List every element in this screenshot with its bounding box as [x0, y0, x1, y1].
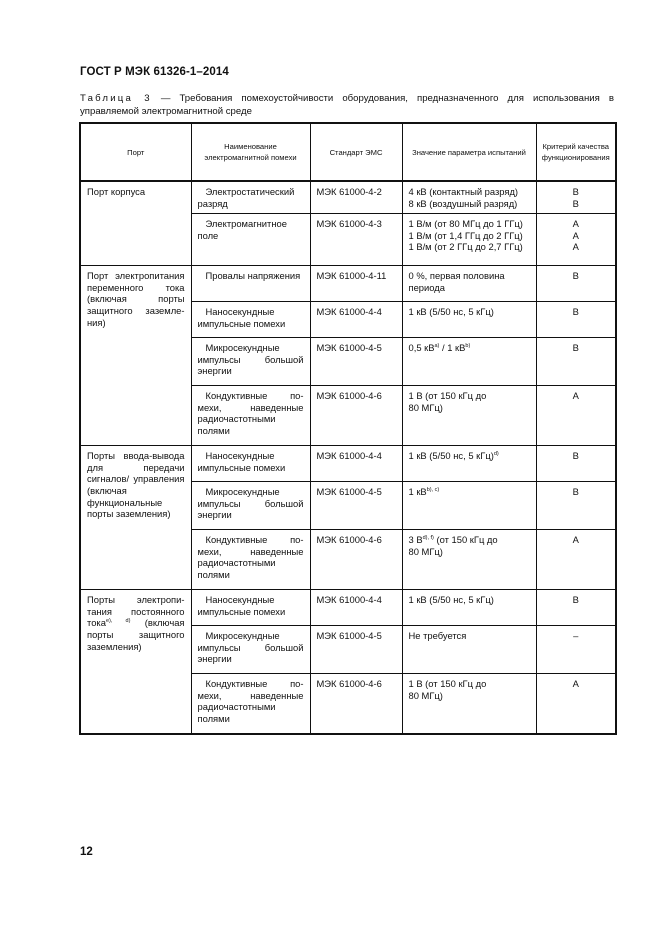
standard-cell: МЭК 61000-4-5: [310, 626, 402, 674]
criteria-cell: –: [536, 626, 616, 674]
criteria-line: А: [572, 229, 579, 241]
value-main: 3 В: [408, 534, 423, 546]
interference-cell: Электростатический разряд: [191, 181, 310, 214]
standard-cell: МЭК 61000-4-4: [310, 590, 402, 626]
interference-cell: Микросекундные импульсы большой энергии: [191, 626, 310, 674]
interference-cell: Микросекундные импульсы большой энергии: [191, 338, 310, 386]
criteria-cell: В: [536, 338, 616, 386]
column-header-standard: Стандарт ЭМС: [310, 123, 402, 181]
interference-cell: Кондуктивные помехи, наведенные радиочастотными полями: [191, 674, 310, 734]
criteria-cell: А: [536, 674, 616, 734]
criteria-cell: В: [536, 446, 616, 482]
table-row: [80, 446, 616, 482]
value-main: 1 кВ: [408, 486, 427, 498]
value-main: 0,5 кВ: [408, 342, 435, 354]
interference-cell: Провалы напряжения: [191, 266, 310, 302]
port-cell-io-signal: Порты ввода-вывода для передачи сигналов/ управления (включая функциональные порты заземления): [80, 446, 191, 590]
standard-cell: МЭК 61000-4-6: [310, 674, 402, 734]
table-row: [80, 181, 616, 214]
criteria-cell: В: [536, 266, 616, 302]
interference-cell: Кондуктивные помехи, наведенные радиочастотными полями: [191, 530, 310, 590]
value-cell: 1 В (от 150 кГц до 80 МГц): [402, 674, 536, 734]
criteria-cell: В: [536, 302, 616, 338]
criteria-cell: В: [536, 482, 616, 530]
table-caption-text: — Требования помехоустойчивости оборудования, предназначенного для использования в управляемой электромагнитной среде: [80, 93, 614, 117]
standard-cell: МЭК 61000-4-6: [310, 386, 402, 446]
criteria-cell: В: [536, 590, 616, 626]
criteria-cell: [536, 214, 616, 266]
standard-cell: МЭК 61000-4-5: [310, 482, 402, 530]
standard-cell: МЭК 61000-4-3: [310, 214, 402, 266]
value-cell: 1 кВ (5/50 нс, 5 кГц): [402, 590, 536, 626]
standard-cell: МЭК 61000-4-4: [310, 302, 402, 338]
immunity-requirements-table: [79, 122, 617, 735]
column-header-interference: Наименование электромагнитной помехи: [191, 123, 310, 181]
value-mid: / 1 кВ: [439, 342, 466, 354]
standard-cell: МЭК 61000-4-4: [310, 446, 402, 482]
table-row: [80, 590, 616, 626]
value-main: 1 кВ (5/50 нс, 5 кГц): [408, 450, 494, 462]
footnote-ref: e), d): [105, 618, 131, 625]
page-number: 12: [80, 846, 93, 858]
criteria-cell: А: [536, 386, 616, 446]
criteria-cell: [536, 181, 616, 214]
footnote-ref: a): [434, 343, 440, 350]
criteria-line: В: [572, 186, 579, 197]
value-cell: [402, 181, 536, 214]
column-header-port: Порт: [80, 123, 191, 181]
footnote-ref: b): [465, 343, 471, 350]
value-cell: [402, 482, 536, 530]
port-text: (включая порты защитного заземления): [87, 617, 185, 652]
criteria-line: А: [572, 241, 579, 253]
footnote-ref: d): [493, 451, 499, 458]
value-line: 1 В/м (от 1,4 ГГц до 2 ГГц): [408, 229, 523, 241]
column-header-criteria: Критерий качества функционирования: [536, 123, 616, 181]
standard-cell: МЭК 61000-4-2: [310, 181, 402, 214]
value-cell: 1 В (от 150 кГц до 80 МГц): [402, 386, 536, 446]
value-cell: 0 %, первая половина периода: [402, 266, 536, 302]
interference-cell: Электромагнитное поле: [191, 214, 310, 266]
footnote-ref: d), f): [422, 535, 434, 542]
interference-cell: Наносекундные импульсные помехи: [191, 302, 310, 338]
port-text: Порты электропитания постоянного тока: [87, 594, 185, 629]
interference-cell: Микросекундные импульсы большой энергии: [191, 482, 310, 530]
standard-cell: МЭК 61000-4-6: [310, 530, 402, 590]
port-cell-enclosure: Порт корпуса: [80, 181, 191, 266]
value-cell: 1 кВ (5/50 нс, 5 кГц): [402, 302, 536, 338]
value-line: 4 кВ (контактный разряд): [408, 186, 519, 197]
value-line: 1 В/м (от 2 ГГц до 2,7 ГГц): [408, 241, 523, 253]
interference-cell: Кондуктивные помехи, наведенные радиочастотными полями: [191, 386, 310, 446]
value-cell: [402, 446, 536, 482]
standard-cell: МЭК 61000-4-5: [310, 338, 402, 386]
value-line: 1 В/м (от 80 МГц до 1 ГГц): [408, 218, 523, 230]
port-cell-ac-power: Порт электропитания переменного тока (включая порты защитного заземления): [80, 266, 191, 446]
value-mid: (от 150 кГц до 80 МГц): [408, 534, 498, 557]
interference-cell: Наносекундные импульсные помехи: [191, 446, 310, 482]
port-cell-dc-power: [80, 590, 191, 734]
interference-cell: Наносекундные импульсные помехи: [191, 590, 310, 626]
table-header-row: [80, 123, 616, 181]
document-header: ГОСТ Р МЭК 61326-1–2014: [80, 66, 229, 78]
value-cell: [402, 530, 536, 590]
footnote-ref: b), c): [426, 487, 440, 494]
criteria-line: В: [572, 197, 579, 209]
value-cell: [402, 338, 536, 386]
table-caption-label: Таблица 3: [80, 93, 152, 104]
value-cell: [402, 214, 536, 266]
table-caption: [80, 92, 614, 118]
value-cell: Не требуется: [402, 626, 536, 674]
column-header-test-value: Значение параметра испытаний: [402, 123, 536, 181]
value-line: 8 кВ (воздушный разряд): [408, 197, 518, 209]
standard-cell: МЭК 61000-4-11: [310, 266, 402, 302]
table-row: [80, 266, 616, 302]
criteria-cell: А: [536, 530, 616, 590]
criteria-line: А: [572, 218, 579, 230]
